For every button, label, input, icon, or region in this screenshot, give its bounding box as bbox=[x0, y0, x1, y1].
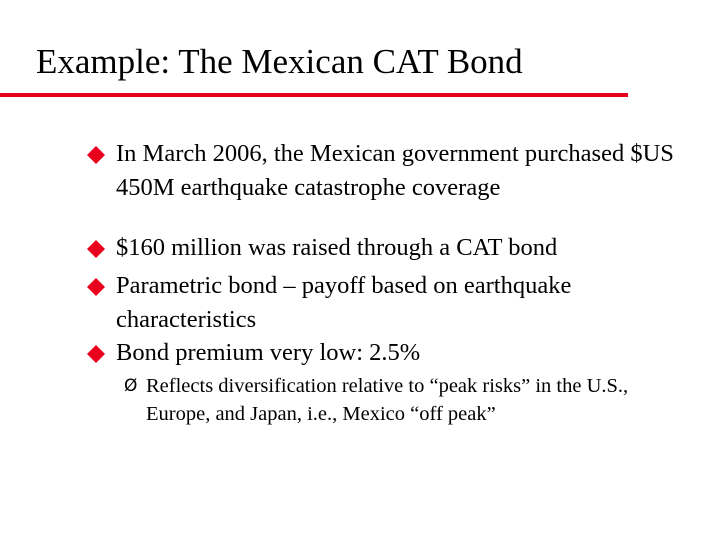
red-diamond-bullet-icon bbox=[86, 145, 106, 165]
arrowhead-bullet-icon: Ø bbox=[124, 376, 138, 396]
slide-title: Example: The Mexican CAT Bond bbox=[36, 42, 523, 81]
bullet-item bbox=[116, 137, 696, 205]
title-underline-bar bbox=[0, 93, 628, 97]
bullet-item bbox=[116, 231, 696, 265]
sub-bullet-text: Reflects diversification relative to “peak risks” in the U.S., Europe, and Japan, i.e., Mexico “off peak” bbox=[146, 375, 629, 425]
bullet-text: Bond premium very low: 2.5% bbox=[116, 339, 421, 366]
bullet-item bbox=[116, 269, 696, 337]
bullet-text: Parametric bond – payoff based on earthquake characteristics bbox=[116, 272, 572, 333]
bullet-text: In March 2006, the Mexican government purchased $US 450M earthquake catastrophe coverage bbox=[116, 140, 674, 201]
red-diamond-bullet-icon bbox=[86, 239, 106, 259]
bullet-text: $160 million was raised through a CAT bond bbox=[116, 234, 558, 261]
red-diamond-bullet-icon bbox=[86, 277, 106, 297]
title-underline bbox=[0, 93, 628, 97]
bullet-item bbox=[116, 336, 696, 370]
red-diamond-bullet-icon bbox=[86, 344, 106, 364]
sub-bullet-item bbox=[124, 372, 686, 428]
